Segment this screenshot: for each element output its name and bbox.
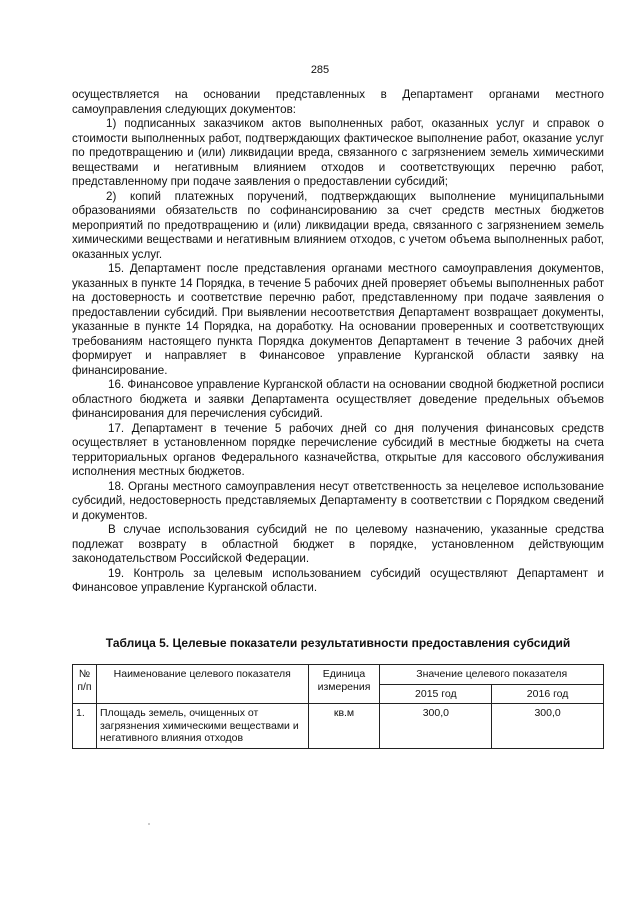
cell-num: 1.: [73, 704, 97, 749]
header-year-2015: 2015 год: [380, 684, 492, 704]
table-row: [73, 704, 604, 749]
paragraph-item-2: 2) копий платежных поручений, подтверждающих выполнение муниципальными образованиями обязательств по софинансированию за счет средств местных бюджетов мероприятий по предотвращению и (или) ликвидации вреда, связанного с загрязнением земель химическими веществами и негативным влиянием отходов, с учетом объема выполненных работ, оказанных услуг.: [72, 189, 604, 261]
paragraph-16: 16. Финансовое управление Курганской области на основании сводной бюджетной росписи областного бюджета и заявки Департамента осуществляет доведение предельных объемов финансирования для перечисления субсидий.: [72, 378, 604, 420]
header-year-2016: 2016 год: [492, 684, 604, 704]
paragraph-intro: осуществляется на основании представленных в Департамент органами местного самоуправления следующих документов:: [72, 88, 604, 116]
cell-unit: кв.м: [308, 704, 380, 749]
paragraph-17: 17. Департамент в течение 5 рабочих дней со дня получения финансовых средств осуществляет в установленном порядке перечисление субсидий в местные бюджеты на счета территориальных органов Федерального казначейства, открытые для кассового обслуживания исполнения местных бюджетов.: [72, 421, 604, 478]
header-unit: Единица измерения: [308, 665, 380, 704]
page-number: 285: [310, 64, 330, 76]
cell-value-2016: 300,0: [492, 704, 604, 749]
cell-name: Площадь земель, очищенных от загрязнения химическими веществами и негативного влияния отходов: [96, 704, 308, 749]
table-header-row: [73, 665, 604, 685]
header-num: № п/п: [73, 665, 97, 704]
scan-speck: [148, 823, 150, 825]
paragraph-19: 19. Контроль за целевым использованием субсидий осуществляют Департамент и Финансовое управление Курганской области.: [72, 566, 604, 594]
body-text: [72, 88, 604, 596]
paragraph-15: 15. Департамент после представления органами местного самоуправления документов, указанных в пункте 14 Порядка, в течение 5 рабочих дней проверяет объемы выполненных работ на достоверность и соответствие перечню работ, представленному при подаче заявления о предоставлении субсидий. При выявлении несоответствия Департамент возвращает документы, указанные в пункте 14 Порядка, на доработку. На основании проверенных и соответствующих требованиям настоящего пункта Порядка документов Департамент в течение 3 рабочих дней формирует и направляет в Финансовое управление Курганской области заявку на финансирование.: [72, 262, 604, 377]
header-name: Наименование целевого показателя: [96, 665, 308, 704]
header-value-group: Значение целевого показателя: [380, 665, 604, 685]
paragraph-18: 18. Органы местного самоуправления несут ответственность за нецелевое использование субсидий, недостоверность представляемых Департаменту в соответствии с Порядком сведений и документов.: [72, 479, 604, 522]
paragraph-item-1: 1) подписанных заказчиком актов выполненных работ, оказанных услуг и справок о стоимости выполненных работ, подтверждающих фактическое выполнение работ, оказание услуг по предотвращению и (или) ликвидации вреда, связанного с загрязнением земель химическими веществами и негативным влиянием отходов и соответствующих перечню работ, представленному при подаче заявления о предоставлении субсидий;: [72, 117, 604, 188]
cell-value-2015: 300,0: [380, 704, 492, 749]
targets-table: [72, 664, 604, 749]
paragraph-misuse: В случае использования субсидий не по целевому назначению, указанные средства подлежат возврату в областной бюджет в порядке, установленном действующим законодательством Российской Федерации.: [72, 523, 604, 565]
table-title: Таблица 5. Целевые показатели результативности предоставления субсидий: [105, 636, 571, 650]
